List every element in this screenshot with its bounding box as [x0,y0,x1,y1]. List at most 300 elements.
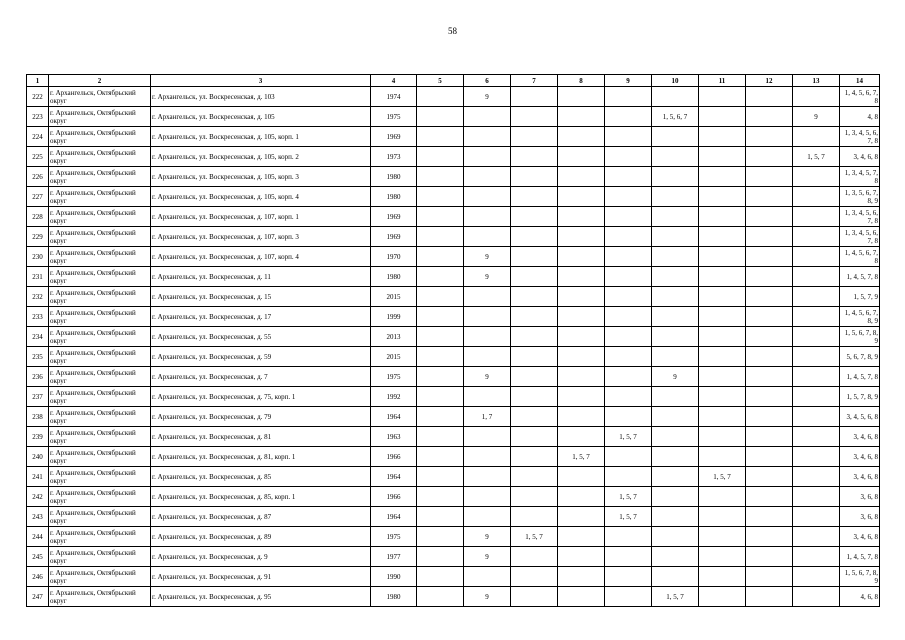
year-cell: 1977 [371,547,417,567]
col14-cell: 5, 6, 7, 8, 9 [840,347,880,367]
col6-cell [464,207,511,227]
year-cell: 1969 [371,127,417,147]
column-header: 12 [746,75,793,87]
col6-cell: 9 [464,547,511,567]
col12-cell [746,487,793,507]
row-number-cell: 225 [27,147,49,167]
col10-cell [652,287,699,307]
col6-cell [464,127,511,147]
col8-cell [558,287,605,307]
col6-cell [464,347,511,367]
address-cell: г. Архангельск, ул. Воскресенская, д. 59 [151,347,371,367]
address-cell: г. Архангельск, ул. Воскресенская, д. 85, корп. 1 [151,487,371,507]
col6-cell [464,107,511,127]
col6-cell: 9 [464,247,511,267]
area-cell: г. Архангельск, Октябрьский округ [49,207,151,227]
row-number-cell: 236 [27,367,49,387]
col9-cell [605,467,652,487]
col14-cell: 3, 4, 6, 8 [840,467,880,487]
col11-cell [699,287,746,307]
col12-cell [746,147,793,167]
year-cell: 1963 [371,427,417,447]
year-cell: 2015 [371,287,417,307]
col12-cell [746,407,793,427]
col6-cell: 9 [464,267,511,287]
address-cell: г. Архангельск, ул. Воскресенская, д. 107, корп. 1 [151,207,371,227]
table-row [27,387,880,407]
year-cell: 1980 [371,267,417,287]
area-cell: г. Архангельск, Октябрьский округ [49,567,151,587]
col9-cell [605,527,652,547]
area-cell: г. Архангельск, Октябрьский округ [49,507,151,527]
col11-cell [699,147,746,167]
col6-cell [464,467,511,487]
col12-cell [746,207,793,227]
address-cell: г. Архангельск, ул. Воскресенская, д. 7 [151,367,371,387]
year-cell: 1980 [371,167,417,187]
col11-cell [699,367,746,387]
col5-cell [417,507,464,527]
col6-cell [464,447,511,467]
row-number-cell: 223 [27,107,49,127]
row-number-cell: 238 [27,407,49,427]
col13-cell [793,287,840,307]
col11-cell [699,447,746,467]
col5-cell [417,127,464,147]
col12-cell [746,307,793,327]
col9-cell: 1, 5, 7 [605,487,652,507]
col13-cell [793,127,840,147]
row-number-cell: 232 [27,287,49,307]
col9-cell [605,547,652,567]
col10-cell [652,427,699,447]
col13-cell [793,347,840,367]
row-number-cell: 234 [27,327,49,347]
table-row [27,367,880,387]
col11-cell [699,407,746,427]
area-cell: г. Архангельск, Октябрьский округ [49,187,151,207]
col5-cell [417,347,464,367]
col10-cell [652,87,699,107]
col9-cell [605,247,652,267]
col13-cell [793,207,840,227]
col5-cell [417,387,464,407]
table-row [27,307,880,327]
column-header: 3 [151,75,371,87]
address-cell: г. Архангельск, ул. Воскресенская, д. 103 [151,87,371,107]
col7-cell [511,227,558,247]
column-header: 1 [27,75,49,87]
col13-cell [793,187,840,207]
col6-cell [464,147,511,167]
col14-cell: 1, 5, 6, 7, 8, 9 [840,327,880,347]
table-row [27,147,880,167]
col6-cell [464,187,511,207]
col13-cell [793,587,840,607]
col5-cell [417,167,464,187]
col9-cell [605,107,652,127]
col7-cell [511,267,558,287]
col13-cell [793,467,840,487]
address-cell: г. Архангельск, ул. Воскресенская, д. 107, корп. 4 [151,247,371,267]
column-header: 14 [840,75,880,87]
col5-cell [417,87,464,107]
column-header: 11 [699,75,746,87]
col5-cell [417,327,464,347]
col5-cell [417,287,464,307]
row-number-cell: 226 [27,167,49,187]
area-cell: г. Архангельск, Октябрьский округ [49,87,151,107]
col5-cell [417,427,464,447]
col14-cell: 1, 3, 4, 5, 6, 7, 8 [840,227,880,247]
col5-cell [417,207,464,227]
table-row [27,347,880,367]
row-number-cell: 242 [27,487,49,507]
table-row [27,547,880,567]
col12-cell [746,527,793,547]
col11-cell [699,187,746,207]
col14-cell: 3, 6, 8 [840,507,880,527]
col12-cell [746,327,793,347]
column-header: 13 [793,75,840,87]
col5-cell [417,447,464,467]
year-cell: 1980 [371,587,417,607]
col7-cell: 1, 5, 7 [511,527,558,547]
col9-cell [605,567,652,587]
col9-cell [605,227,652,247]
address-cell: г. Архангельск, ул. Воскресенская, д. 17 [151,307,371,327]
col5-cell [417,467,464,487]
address-cell: г. Архангельск, ул. Воскресенская, д. 11 [151,267,371,287]
table-row [27,167,880,187]
address-cell: г. Архангельск, ул. Воскресенская, д. 81 [151,427,371,447]
col7-cell [511,467,558,487]
col8-cell [558,107,605,127]
col11-cell [699,567,746,587]
table-row [27,247,880,267]
col5-cell [417,527,464,547]
table-row [27,527,880,547]
col13-cell [793,307,840,327]
col8-cell [558,167,605,187]
header-row [27,75,880,87]
col6-cell [464,307,511,327]
table-row [27,447,880,467]
col10-cell [652,387,699,407]
address-cell: г. Архангельск, ул. Воскресенская, д. 105, корп. 2 [151,147,371,167]
row-number-cell: 228 [27,207,49,227]
col6-cell [464,387,511,407]
col13-cell: 1, 5, 7 [793,147,840,167]
col8-cell [558,567,605,587]
address-cell: г. Архангельск, ул. Воскресенская, д. 79 [151,407,371,427]
row-number-cell: 241 [27,467,49,487]
col6-cell: 9 [464,587,511,607]
col6-cell: 9 [464,367,511,387]
col11-cell [699,507,746,527]
table-row [27,127,880,147]
col11-cell [699,487,746,507]
col11-cell [699,527,746,547]
table-row [27,267,880,287]
address-cell: г. Архангельск, ул. Воскресенская, д. 81, корп. 1 [151,447,371,467]
col9-cell [605,167,652,187]
col12-cell [746,227,793,247]
col7-cell [511,347,558,367]
year-cell: 1975 [371,367,417,387]
address-cell: г. Архангельск, ул. Воскресенская, д. 87 [151,507,371,527]
col13-cell [793,227,840,247]
row-number-cell: 246 [27,567,49,587]
area-cell: г. Архангельск, Октябрьский округ [49,327,151,347]
col10-cell [652,347,699,367]
col7-cell [511,247,558,267]
address-cell: г. Архангельск, ул. Воскресенская, д. 105, корп. 3 [151,167,371,187]
col7-cell [511,207,558,227]
col5-cell [417,187,464,207]
address-cell: г. Архангельск, ул. Воскресенская, д. 15 [151,287,371,307]
col9-cell [605,87,652,107]
col14-cell: 3, 4, 6, 8 [840,447,880,467]
col8-cell [558,367,605,387]
col13-cell [793,567,840,587]
col13-cell [793,447,840,467]
col8-cell [558,147,605,167]
col5-cell [417,227,464,247]
col6-cell [464,167,511,187]
page-number: 58 [448,26,457,36]
col12-cell [746,587,793,607]
table-row [27,567,880,587]
address-cell: г. Архангельск, ул. Воскресенская, д. 105, корп. 1 [151,127,371,147]
col11-cell [699,307,746,327]
col8-cell [558,407,605,427]
address-cell: г. Архангельск, ул. Воскресенская, д. 9 [151,547,371,567]
col8-cell [558,387,605,407]
col8-cell [558,527,605,547]
area-cell: г. Архангельск, Октябрьский округ [49,227,151,247]
col14-cell: 3, 4, 6, 8 [840,147,880,167]
column-header: 8 [558,75,605,87]
table-row [27,327,880,347]
area-cell: г. Архангельск, Октябрьский округ [49,287,151,307]
col8-cell [558,347,605,367]
year-cell: 1974 [371,87,417,107]
col10-cell: 1, 5, 7 [652,587,699,607]
area-cell: г. Архангельск, Октябрьский округ [49,367,151,387]
col14-cell: 1, 3, 4, 5, 7, 8 [840,167,880,187]
col8-cell [558,207,605,227]
col7-cell [511,167,558,187]
col7-cell [511,187,558,207]
col7-cell [511,407,558,427]
col8-cell: 1, 5, 7 [558,447,605,467]
col11-cell [699,267,746,287]
col10-cell [652,167,699,187]
col12-cell [746,187,793,207]
col11-cell [699,327,746,347]
col9-cell [605,447,652,467]
col10-cell [652,207,699,227]
table-row [27,207,880,227]
col12-cell [746,547,793,567]
col11-cell [699,347,746,367]
column-header: 2 [49,75,151,87]
row-number-cell: 235 [27,347,49,367]
col6-cell: 9 [464,87,511,107]
col7-cell [511,107,558,127]
address-cell: г. Архангельск, ул. Воскресенская, д. 107, корп. 3 [151,227,371,247]
column-header: 6 [464,75,511,87]
col10-cell [652,567,699,587]
year-cell: 1964 [371,467,417,487]
table-row [27,427,880,447]
col8-cell [558,227,605,247]
col7-cell [511,327,558,347]
col14-cell: 1, 4, 5, 7, 8 [840,267,880,287]
year-cell: 1975 [371,527,417,547]
col10-cell [652,507,699,527]
year-cell: 1966 [371,447,417,467]
col10-cell [652,407,699,427]
col8-cell [558,547,605,567]
area-cell: г. Архангельск, Октябрьский округ [49,407,151,427]
col8-cell [558,247,605,267]
col12-cell [746,447,793,467]
col10-cell [652,547,699,567]
area-cell: г. Архангельск, Октябрьский округ [49,347,151,367]
col8-cell [558,267,605,287]
col12-cell [746,467,793,487]
column-header: 5 [417,75,464,87]
col6-cell [464,567,511,587]
col14-cell: 1, 4, 5, 7, 8 [840,367,880,387]
area-cell: г. Архангельск, Октябрьский округ [49,527,151,547]
col12-cell [746,347,793,367]
col13-cell [793,527,840,547]
col10-cell [652,267,699,287]
year-cell: 1969 [371,207,417,227]
col7-cell [511,567,558,587]
col13-cell [793,167,840,187]
col7-cell [511,507,558,527]
col13-cell [793,387,840,407]
col8-cell [558,587,605,607]
year-cell: 1969 [371,227,417,247]
col6-cell: 9 [464,527,511,547]
area-cell: г. Архангельск, Октябрьский округ [49,247,151,267]
row-number-cell: 245 [27,547,49,567]
col11-cell [699,227,746,247]
table-row [27,187,880,207]
col13-cell [793,367,840,387]
col12-cell [746,287,793,307]
col14-cell: 3, 4, 6, 8 [840,427,880,447]
col12-cell [746,507,793,527]
area-cell: г. Архангельск, Октябрьский округ [49,107,151,127]
area-cell: г. Архангельск, Октябрьский округ [49,587,151,607]
col14-cell: 1, 3, 4, 5, 6, 7, 8 [840,207,880,227]
address-cell: г. Архангельск, ул. Воскресенская, д. 105, корп. 4 [151,187,371,207]
col5-cell [417,247,464,267]
row-number-cell: 240 [27,447,49,467]
area-cell: г. Архангельск, Октябрьский округ [49,267,151,287]
col11-cell [699,547,746,567]
col13-cell [793,547,840,567]
col12-cell [746,267,793,287]
col14-cell: 3, 6, 8 [840,487,880,507]
year-cell: 1980 [371,187,417,207]
col14-cell: 1, 4, 5, 7, 8 [840,547,880,567]
col13-cell [793,87,840,107]
col5-cell [417,307,464,327]
col13-cell: 9 [793,107,840,127]
col10-cell [652,527,699,547]
year-cell: 1964 [371,507,417,527]
col14-cell: 1, 4, 5, 6, 7, 8 [840,247,880,267]
col7-cell [511,287,558,307]
col6-cell [464,507,511,527]
col5-cell [417,407,464,427]
col14-cell: 4, 6, 8 [840,587,880,607]
col9-cell: 1, 5, 7 [605,427,652,447]
col13-cell [793,487,840,507]
area-cell: г. Архангельск, Октябрьский округ [49,167,151,187]
area-cell: г. Архангельск, Октябрьский округ [49,387,151,407]
col13-cell [793,507,840,527]
col9-cell [605,287,652,307]
area-cell: г. Архангельск, Октябрьский округ [49,447,151,467]
col7-cell [511,547,558,567]
table-row [27,227,880,247]
area-cell: г. Архангельск, Октябрьский округ [49,427,151,447]
address-cell: г. Архангельск, ул. Воскресенская, д. 89 [151,527,371,547]
col10-cell [652,327,699,347]
col9-cell [605,147,652,167]
col11-cell [699,387,746,407]
col7-cell [511,367,558,387]
col10-cell [652,487,699,507]
col9-cell [605,267,652,287]
col11-cell [699,587,746,607]
year-cell: 1975 [371,107,417,127]
col12-cell [746,367,793,387]
column-header: 10 [652,75,699,87]
address-cell: г. Архангельск, ул. Воскресенская, д. 95 [151,587,371,607]
col5-cell [417,107,464,127]
row-number-cell: 243 [27,507,49,527]
col7-cell [511,587,558,607]
col14-cell: 3, 4, 5, 6, 8 [840,407,880,427]
area-cell: г. Архангельск, Октябрьский округ [49,147,151,167]
col9-cell [605,127,652,147]
col8-cell [558,187,605,207]
area-cell: г. Архангельск, Октябрьский округ [49,487,151,507]
col8-cell [558,87,605,107]
col5-cell [417,587,464,607]
column-header: 9 [605,75,652,87]
col6-cell [464,487,511,507]
table-row [27,87,880,107]
row-number-cell: 237 [27,387,49,407]
col12-cell [746,567,793,587]
col10-cell [652,247,699,267]
area-cell: г. Архангельск, Октябрьский округ [49,127,151,147]
col10-cell: 9 [652,367,699,387]
col13-cell [793,247,840,267]
year-cell: 1999 [371,307,417,327]
col8-cell [558,427,605,447]
